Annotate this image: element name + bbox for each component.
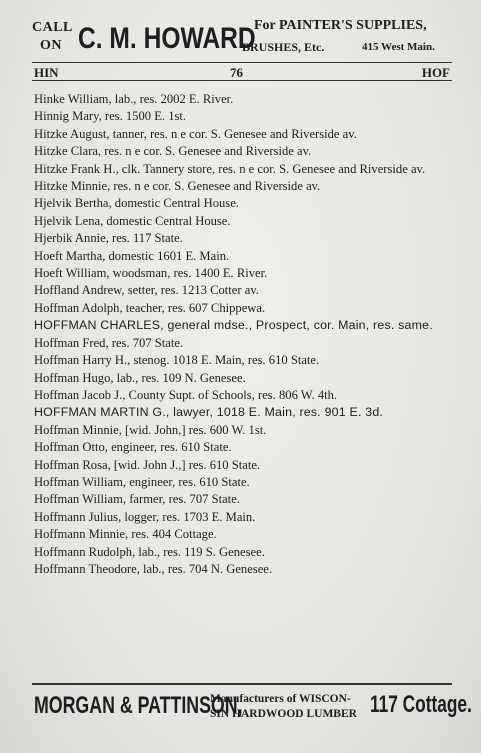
directory-entry: Hinnig Mary, res. 1500 E. 1st.	[34, 109, 187, 124]
header-range-start: HIN	[34, 65, 59, 80]
ad-address-text: 415 West Main.	[362, 41, 435, 53]
directory-entry: Hoffman William, engineer, res. 610 State.	[34, 474, 250, 489]
directory-entry: Hoffmann Rudolph, lab., res. 119 S. Genesee.	[34, 544, 265, 559]
ad-firm-address: 117 Cottage.	[370, 691, 472, 718]
directory-entry: Hjelvik Bertha, domestic Central House.	[34, 196, 239, 211]
directory-entry: HOFFMAN CHARLES, general mdse., Prospect, cor. Main, res. same.	[34, 318, 433, 333]
page-number: 76	[230, 65, 243, 80]
directory-entry: Hitzke August, tanner, res. n e cor. S. Genesee and Riverside av.	[34, 126, 357, 141]
ad-business-name: C. M. HOWARD	[78, 22, 256, 55]
directory-entry: Hoffman Harry H., stenog. 1018 E. Main, res. 610 State.	[34, 353, 320, 368]
directory-entry: Hoffman Otto, engineer, res. 610 State.	[34, 440, 232, 455]
directory-entry: Hjerbik Annie, res. 117 State.	[34, 231, 183, 246]
directory-entry: Hitzke Frank H., clk. Tannery store, res. n e cor. S. Genesee and Riverside av.	[34, 161, 426, 176]
ad-firm-name: MORGAN & PATTINSON,	[34, 692, 243, 719]
directory-entry: Hinke William, lab., res. 2002 E. River.	[34, 92, 234, 106]
directory-entry: Hitzke Minnie, res. n e cor. S. Genesee and Riverside av.	[34, 179, 321, 194]
ad-description-line-2: SIN HARDWOOD LUMBER	[210, 708, 357, 720]
directory-entry: Hoffman Jacob J., County Supt. of Schools, res. 806 W. 4th.	[34, 387, 338, 402]
header-divider	[32, 80, 452, 81]
directory-entry: Hoffman William, farmer, res. 707 State.	[34, 492, 240, 507]
ad-on-text: ON	[40, 38, 62, 53]
directory-entry: Hoffland Andrew, setter, res. 1213 Cotter av.	[34, 283, 259, 298]
directory-entry: Hoffmann Theodore, lab., res. 704 N. Genesee.	[34, 561, 273, 576]
directory-entry: Hoffman Hugo, lab., res. 109 N. Genesee.	[34, 370, 246, 385]
howard-advertisement	[32, 8, 452, 58]
directory-entry: Hoffman Minnie, [wid. John,] res. 600 W. 1st.	[34, 422, 267, 437]
directory-entry: Hoeft Martha, domestic 1601 E. Main.	[34, 248, 230, 263]
bottom-divider	[32, 683, 452, 685]
directory-entry: Hoffman Adolph, teacher, res. 607 Chippewa.	[34, 300, 266, 315]
directory-entry: Hoffman Rosa, [wid. John J.,] res. 610 State.	[34, 457, 261, 472]
directory-entries	[34, 91, 454, 578]
header-range-end: HOF	[421, 65, 450, 80]
ad-brushes-text: BRUSHES, Etc.	[242, 40, 325, 54]
ad-call-text: CALL	[32, 20, 73, 35]
page-header	[32, 62, 452, 82]
directory-entry: Hitzke Clara, res. n e cor. S. Genesee and Riverside av.	[34, 144, 312, 159]
ad-description-line-1: Manufacturers of WISCON-	[210, 693, 351, 705]
directory-entry: Hjelvik Lena, domestic Central House.	[34, 213, 231, 228]
morgan-pattinson-advertisement	[32, 688, 472, 738]
directory-entry: Hoffmann Julius, logger, res. 1703 E. Main.	[34, 509, 256, 524]
directory-entry: Hoeft William, woodsman, res. 1400 E. River.	[34, 266, 268, 281]
directory-entry: Hoffman Fred, res. 707 State.	[34, 335, 184, 350]
directory-entry: Hoffmann Minnie, res. 404 Cottage.	[34, 527, 217, 542]
directory-entry: HOFFMAN MARTIN G., lawyer, 1018 E. Main, res. 901 E. 3d.	[34, 405, 384, 420]
ad-supplies-text: For PAINTER'S SUPPLIES,	[254, 18, 427, 33]
